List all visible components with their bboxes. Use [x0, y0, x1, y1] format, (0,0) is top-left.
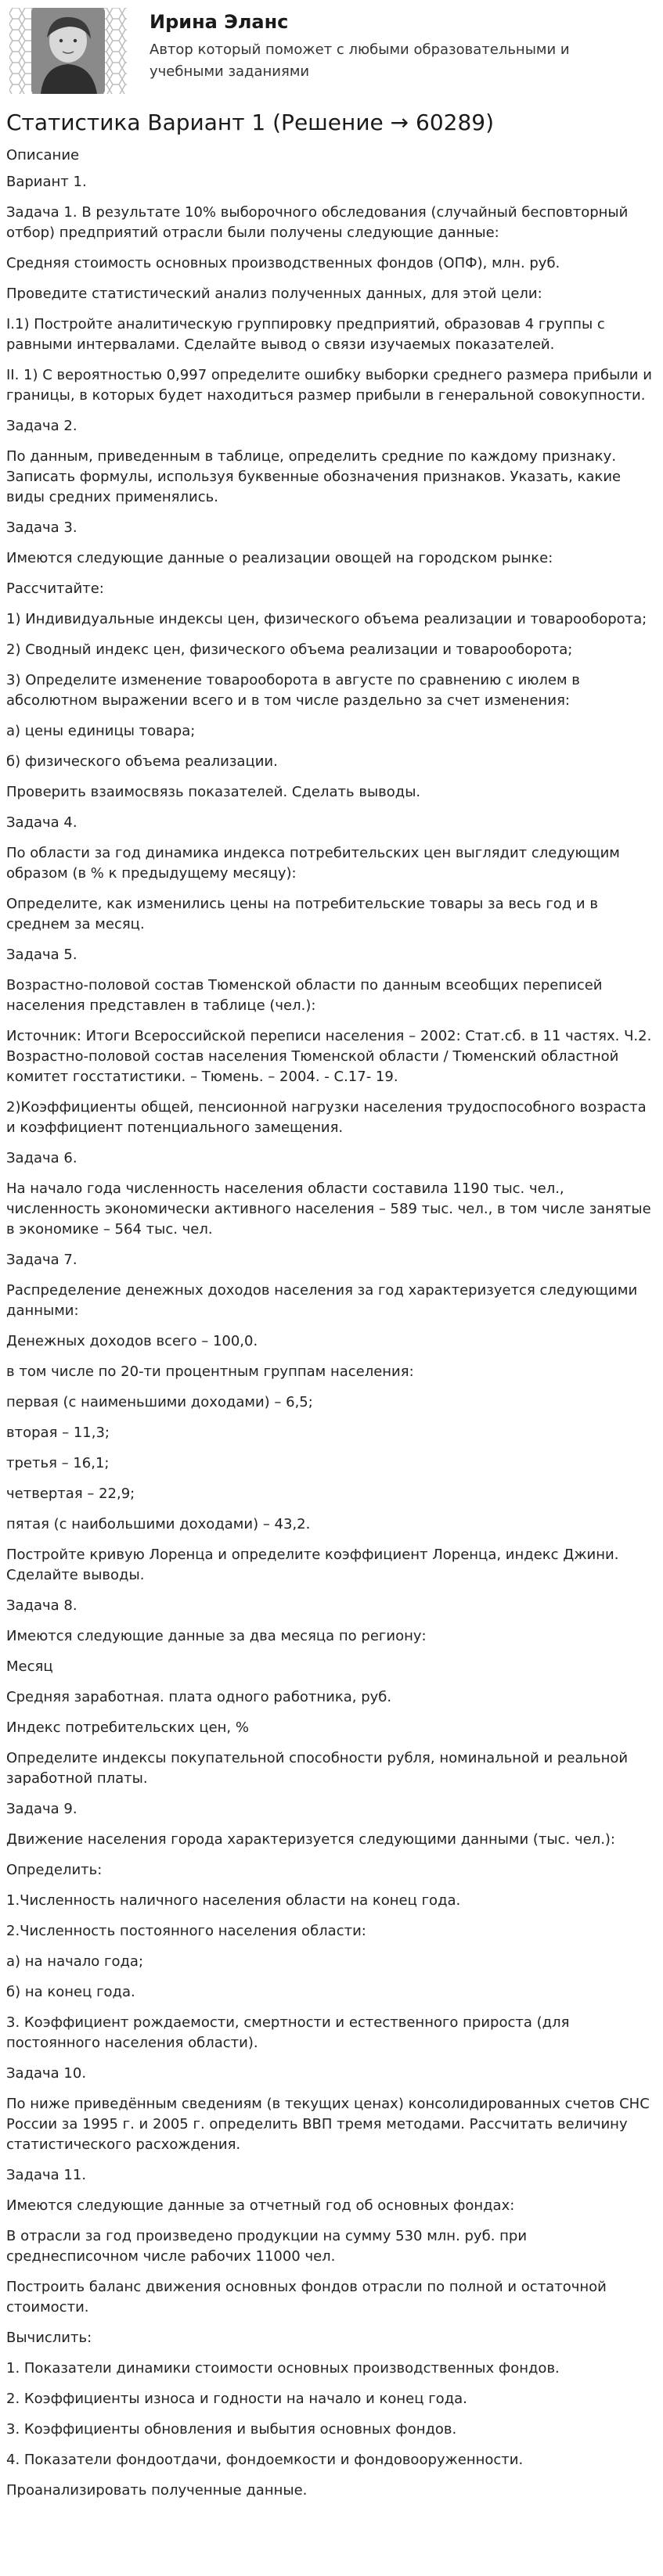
paragraph: Задача 6.	[6, 1150, 77, 1166]
author-card	[6, 5, 656, 99]
paragraph: Имеются следующие данные за два месяца по региону:	[6, 1628, 427, 1644]
paragraph: вторая – 11,3;	[6, 1425, 110, 1441]
paragraph: Проведите статистический анализ полученных данных, для этой цели:	[6, 286, 542, 302]
paragraph: Задача 10.	[6, 2065, 87, 2082]
page-title: Статистика Вариант 1 (Решение → 60289)	[6, 110, 494, 135]
paragraph: Задача 4.	[6, 814, 77, 831]
paragraph: В отрасли за год произведено продукции на сумму 530 млн. руб. при среднесписочном числе рабочих 11000 чел.	[6, 2228, 528, 2265]
paragraph: первая (с наименьшими доходами) – 6,5;	[6, 1394, 313, 1410]
paragraph: в том числе по 20-ти процентным группам населения:	[6, 1363, 414, 1380]
paragraph: Задача 3.	[6, 519, 77, 536]
paragraph: пятая (с наибольшими доходами) – 43,2.	[6, 1516, 311, 1532]
paragraph: II. 1) С вероятностью 0,997 определите ошибку выборки среднего размера прибыли и границы, в которых будет находиться размер прибыли в генеральной совокупности.	[6, 367, 652, 404]
paragraph: 4. Показатели фондоотдачи, фондоемкости и фондовооруженности.	[6, 2452, 524, 2468]
paragraph: б) на конец года.	[6, 1984, 135, 2000]
paragraph: 2. Коэффициенты износа и годности на начало и конец года.	[6, 2391, 467, 2407]
paragraph: Денежных доходов всего – 100,0.	[6, 1333, 258, 1349]
paragraph: а) цены единицы товара;	[6, 723, 196, 739]
paragraph: Задача 11.	[6, 2167, 87, 2183]
paragraph: Проанализировать полученные данные.	[6, 2482, 308, 2499]
paragraph: I.1) Постройте аналитическую группировку предприятий, образовав 4 группы с равными интервалами. Сделайте вывод о связи изучаемых показателей.	[6, 316, 605, 353]
paragraph-list	[6, 172, 656, 2501]
task-content	[6, 146, 656, 2511]
paragraph: Определите индексы покупательной способности рубля, номинальной и реальной заработной платы.	[6, 1750, 629, 1787]
paragraph: Источник: Итоги Всероссийской переписи населения – 2002: Стат.сб. в 11 частях. Ч.2. Возрастно-половой состав населения Тюменской области / Тюменский областной комитет госстатистики. – Тюмень. – 2004. - С.17- 19.	[6, 1028, 652, 1085]
paragraph: 3) Определите изменение товарооборота в августе по сравнению с июлем в абсолютном выражении всего и в том числе раздельно за счет изменения:	[6, 672, 580, 709]
paragraph: Определите, как изменились цены на потребительские товары за весь год и в среднем за месяц.	[6, 896, 598, 932]
paragraph: 1) Индивидуальные индексы цен, физического объема реализации и товарооборота;	[6, 611, 647, 627]
paragraph: Задача 2.	[6, 418, 77, 434]
paragraph: 2) Сводный индекс цен, физического объема реализации и товарооборота;	[6, 641, 573, 658]
paragraph: Построить баланс движения основных фондов отрасли по полной и остаточной стоимости.	[6, 2279, 607, 2316]
author-name[interactable]: Ирина Эланс	[150, 11, 289, 33]
paragraph: 3. Коэффициент рождаемости, смертности и естественного прироста (для постоянного населения области).	[6, 2014, 570, 2051]
avatar-image	[9, 8, 127, 94]
paragraph: четвертая – 22,9;	[6, 1486, 135, 1502]
paragraph: 1. Показатели динамики стоимости основных производственных фондов.	[6, 2360, 560, 2377]
paragraph: По данным, приведенным в таблице, определить средние по каждому признаку. Записать формулы, используя буквенные обозначения признаков. Указать, какие виды средних применялись.	[6, 448, 622, 505]
paragraph: Рассчитайте:	[6, 580, 104, 597]
description-heading: Описание	[6, 147, 80, 163]
paragraph: По области за год динамика индекса потребительских цен выглядит следующим образом (в % к предыдущему месяцу):	[6, 845, 620, 882]
paragraph: По ниже приведённым сведениям (в текущих ценах) консолидированных счетов СНС России за 1995 г. и 2005 г. определить ВВП тремя методами. Рассчитать величину статистического расхождения.	[6, 2096, 650, 2153]
paragraph: Задача 1. В результате 10% выборочного обследования (случайный бесповторный отбор) предприятий отрасли были получены следующие данные:	[6, 204, 629, 241]
paragraph: Задача 8.	[6, 1597, 77, 1614]
paragraph: Возрастно-половой состав Тюменской области по данным всеобщих переписей населения представлен в таблице (чел.):	[6, 977, 603, 1014]
paragraph: Движение населения города характеризуется следующими данными (тыс. чел.):	[6, 1831, 615, 1848]
paragraph: 3. Коэффициенты обновления и выбытия основных фондов.	[6, 2421, 457, 2438]
paragraph: Задача 7.	[6, 1252, 77, 1268]
paragraph: Распределение денежных доходов населения за год характеризуется следующими данными:	[6, 1282, 638, 1319]
paragraph: 2.Численность постоянного населения области:	[6, 1923, 366, 1939]
paragraph: Проверить взаимосвязь показателей. Сделать выводы.	[6, 784, 421, 800]
paragraph: Средняя стоимость основных производственных фондов (ОПФ), млн. руб.	[6, 255, 560, 271]
paragraph: Имеются следующие данные о реализации овощей на городском рынке:	[6, 550, 553, 566]
paragraph: а) на начало года;	[6, 1953, 144, 1970]
paragraph: 2)Коэффициенты общей, пенсионной нагрузки населения трудоспособного возраста и коэффициент потенциального замещения.	[6, 1099, 647, 1136]
paragraph: третья – 16,1;	[6, 1455, 110, 1471]
paragraph: Вариант 1.	[6, 174, 87, 190]
paragraph: 1.Численность наличного населения области на конец года.	[6, 1892, 461, 1909]
author-description: Автор который поможет с любыми образовательными и учебными заданиями	[150, 41, 570, 80]
paragraph: Имеются следующие данные за отчетный год об основных фондах:	[6, 2197, 515, 2214]
paragraph: Индекс потребительских цен, %	[6, 1719, 249, 1736]
paragraph: Вычислить:	[6, 2330, 92, 2346]
paragraph: Задача 5.	[6, 947, 77, 963]
paragraph: б) физического объема реализации.	[6, 753, 278, 770]
paragraph: Средняя заработная. плата одного работника, руб.	[6, 1689, 392, 1705]
paragraph: Месяц	[6, 1658, 53, 1675]
paragraph: Задача 9.	[6, 1801, 77, 1817]
paragraph: Определить:	[6, 1862, 103, 1878]
paragraph: На начало года численность населения области составила 1190 тыс. чел., численность экономически активного населения – 589 тыс. чел., в том числе занятые в экономике – 564 тыс. чел.	[6, 1180, 651, 1238]
paragraph: Постройте кривую Лоренца и определите коэффициент Лоренца, индекс Джини. Сделайте выводы.	[6, 1547, 619, 1583]
author-avatar[interactable]	[9, 8, 127, 94]
